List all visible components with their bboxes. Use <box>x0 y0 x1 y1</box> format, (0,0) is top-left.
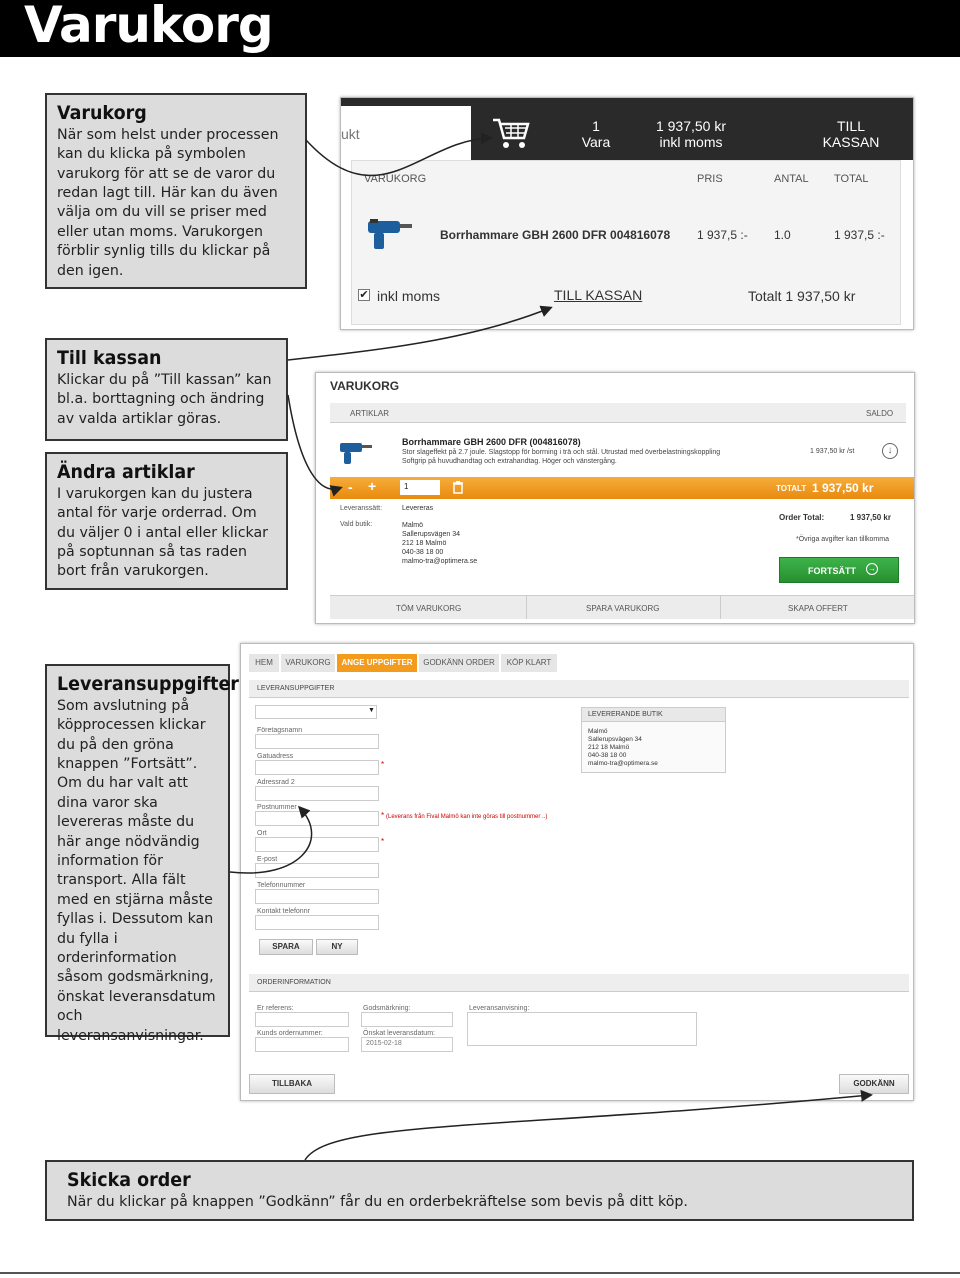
product-name[interactable]: Borrhammare GBH 2600 DFR (004816078) <box>402 437 581 447</box>
store-line: 040-38 18 00 <box>588 752 627 759</box>
col-antal: ANTAL <box>774 173 809 185</box>
saldo-label: SALDO <box>866 409 894 418</box>
checkout-line1: TILL <box>836 118 865 134</box>
cart-row-total: 1 937,5 :- <box>834 228 885 242</box>
artiklar-label: ARTIKLAR <box>350 409 389 418</box>
cart-row-name[interactable]: Borrhammare GBH 2600 DFR 004816078 <box>440 228 671 242</box>
leveranssatt-label: Leveranssätt: <box>340 505 383 512</box>
arrow-right-icon: → <box>868 564 876 573</box>
field-label: Ort <box>257 830 267 837</box>
skapa-offert-button[interactable]: SKAPA OFFERT <box>788 604 848 613</box>
arrow-to-form-fields <box>230 808 312 873</box>
field-label: Telefonnummer <box>257 882 306 889</box>
field-label: Gatuadress <box>257 753 294 760</box>
vald-butik-label: Vald butik: <box>340 521 373 528</box>
field-label: Företagsnamn <box>257 727 303 734</box>
callout-varukorg-text: När som helst under processen kan du klicka på symbolen varukorg för att se de varor du redan lagt till. Här kan du även välja om du vill se priser med eller utan moms. Varukorgen förblir synlig tills du klickar på den igen. <box>57 126 279 279</box>
callout-andra-artiklar-text: I varukorgen kan du justera antal för varje orderrad. Om du väljer 0 i antal eller klickar på soptunnan så tas raden bort från varukorgen. <box>57 485 269 580</box>
arrow-to-qty-bar <box>288 395 340 489</box>
search-text: ukt <box>341 126 360 142</box>
callout-skicka-order-title: Skicka order <box>67 1169 191 1191</box>
cart-totalt: Totalt 1 937,50 kr <box>748 288 856 304</box>
callout-varukorg-title: Varukorg <box>57 102 147 124</box>
section-orderinformation-title: ORDERINFORMATION <box>257 979 331 986</box>
arrow-to-cart-icon <box>306 138 490 175</box>
field-label: Postnummer <box>257 804 297 811</box>
order-total-value: 1 937,50 kr <box>850 513 891 522</box>
spara-button[interactable]: SPARA <box>259 939 313 955</box>
callout-leveransuppgifter-text: Som avslutning på köpprocessen klickar du på den gröna knappen ”Fortsätt”. Om du har valt att dina varor ska levereras måste du här ange nödvändig information för transport. Alla fält med en stjärna måste fyllas i. Dessutom kan du fylla i orderinformation såsom godsmärkning, önskat leveransdatum och leveransanvisningar. <box>57 697 216 1044</box>
ovriga-avgifter: *Övriga avgifter kan tillkomma <box>796 536 889 543</box>
col-total: TOTAL <box>834 173 869 185</box>
arrow-to-godkann <box>305 1095 870 1160</box>
godkann-button[interactable]: GODKÄNN <box>839 1074 909 1094</box>
callout-till-kassan-title: Till kassan <box>57 347 162 369</box>
callout-andra-artiklar-title: Ändra artiklar <box>57 461 195 483</box>
cart-row-qty: 1.0 <box>774 228 791 242</box>
store-line: malmo-tra@optimera.se <box>588 760 658 767</box>
field-label: E-post <box>257 856 278 863</box>
store-line: Sallerupsvägen 34 <box>402 531 460 538</box>
step-varukorg[interactable]: VARUKORG <box>281 654 335 672</box>
fortsatt-label: FORTSÄTT <box>808 566 856 576</box>
postnummer-warning: (Leverans från Fival Malmö kan inte göras till postnummer ..) <box>386 814 548 820</box>
required-star: * <box>381 811 385 820</box>
er-referens-label: Er referens: <box>257 1005 294 1012</box>
callout-till-kassan-text: Klickar du på ”Till kassan” kan bl.a. borttagning och ändring av valda artiklar göras. <box>57 371 272 427</box>
step-godkann-order[interactable]: GODKÄNN ORDER <box>419 654 499 672</box>
step-ange-uppgifter[interactable]: ANGE UPPGIFTER <box>337 654 417 672</box>
leveranssatt-value[interactable]: Levereras <box>402 505 434 512</box>
product-desc-1: Stor slageffekt på 2.7 joule. Slagstopp för borrning i trä och stål. Utrustad med överbelastningskoppling <box>402 449 721 456</box>
section-leveransuppgifter-title: LEVERANSUPPGIFTER <box>257 685 335 692</box>
tom-varukorg-button[interactable]: TÖM VARUKORG <box>396 604 462 613</box>
step-hem[interactable]: HEM <box>249 654 279 672</box>
inkl-moms-checkbox[interactable]: ✔ <box>359 289 369 301</box>
download-icon[interactable]: ↓ <box>882 443 898 459</box>
levererande-butik-title: LEVERERANDE BUTIK <box>588 711 663 718</box>
totalt-value: 1 937,50 kr <box>812 481 874 495</box>
till-kassan-link[interactable]: TILL KASSAN <box>554 287 643 303</box>
order-total-label: Order Total: <box>779 513 825 522</box>
onskat-leveransdatum-input[interactable]: 2015-02-18 <box>361 1037 453 1052</box>
field-label: Kontakt telefonnr <box>257 908 310 915</box>
product-desc-2: Softgrip på huvudhandtag och extrahandtag. Höger och vänstergång. <box>402 458 617 465</box>
store-line: malmo-tra@optimera.se <box>402 558 478 565</box>
totalt-label: TOTALT <box>776 484 807 493</box>
cart-total-label: inkl moms <box>659 134 723 150</box>
store-line: Malmö <box>588 728 608 735</box>
col-varukorg: VARUKORG <box>364 173 427 185</box>
leveransanvisning-label: Leveransanvisning: <box>469 1005 530 1012</box>
godsmarkning-label: Godsmärkning: <box>363 1005 411 1012</box>
store-line: 040-38 18 00 <box>402 549 444 556</box>
arrow-to-till-kassan <box>288 308 550 360</box>
inkl-moms-label: inkl moms <box>377 288 441 304</box>
qty-input[interactable]: 1 <box>400 480 440 495</box>
page-title: Varukorg <box>24 0 273 54</box>
plus-button[interactable]: + <box>368 478 377 494</box>
field-label: Adressrad 2 <box>257 779 295 786</box>
required-star: * <box>381 837 385 846</box>
chevron-down-icon: ▼ <box>368 707 375 714</box>
onskat-leveransdatum-label: Önskat leveransdatum: <box>363 1030 435 1037</box>
minus-button[interactable]: - <box>348 479 353 495</box>
required-star: * <box>381 760 385 769</box>
varukorg-title: VARUKORG <box>330 379 400 393</box>
callout-leveransuppgifter-title: Leveransuppgifter <box>57 673 239 695</box>
kunds-ordernummer-label: Kunds ordernummer: <box>257 1030 323 1037</box>
col-pris: PRIS <box>697 173 723 185</box>
unit-price: 1 937,50 kr /st <box>810 448 855 455</box>
store-line: 212 18 Malmö <box>588 744 630 751</box>
ny-button[interactable]: NY <box>316 939 358 955</box>
step-kop-klart[interactable]: KÖP KLART <box>501 654 557 672</box>
cart-count-label: Vara <box>581 134 611 150</box>
store-line: Malmö <box>402 522 424 529</box>
spara-varukorg-button[interactable]: SPARA VARUKORG <box>586 604 660 613</box>
bottom-rule <box>0 1272 960 1274</box>
tillbaka-button[interactable]: TILLBAKA <box>249 1074 335 1094</box>
cart-total-value: 1 937,50 kr <box>655 118 727 134</box>
store-line: Sallerupsvägen 34 <box>588 736 642 743</box>
cart-count-value: 1 <box>592 118 600 134</box>
callout-skicka-order-text: När du klickar på knappen ”Godkänn” får du en orderbekräftelse som bevis på ditt köp. <box>67 1193 688 1210</box>
store-line: 212 18 Malmö <box>402 540 447 547</box>
checkout-line2: KASSAN <box>822 134 880 150</box>
cart-row-price: 1 937,5 :- <box>697 228 748 242</box>
